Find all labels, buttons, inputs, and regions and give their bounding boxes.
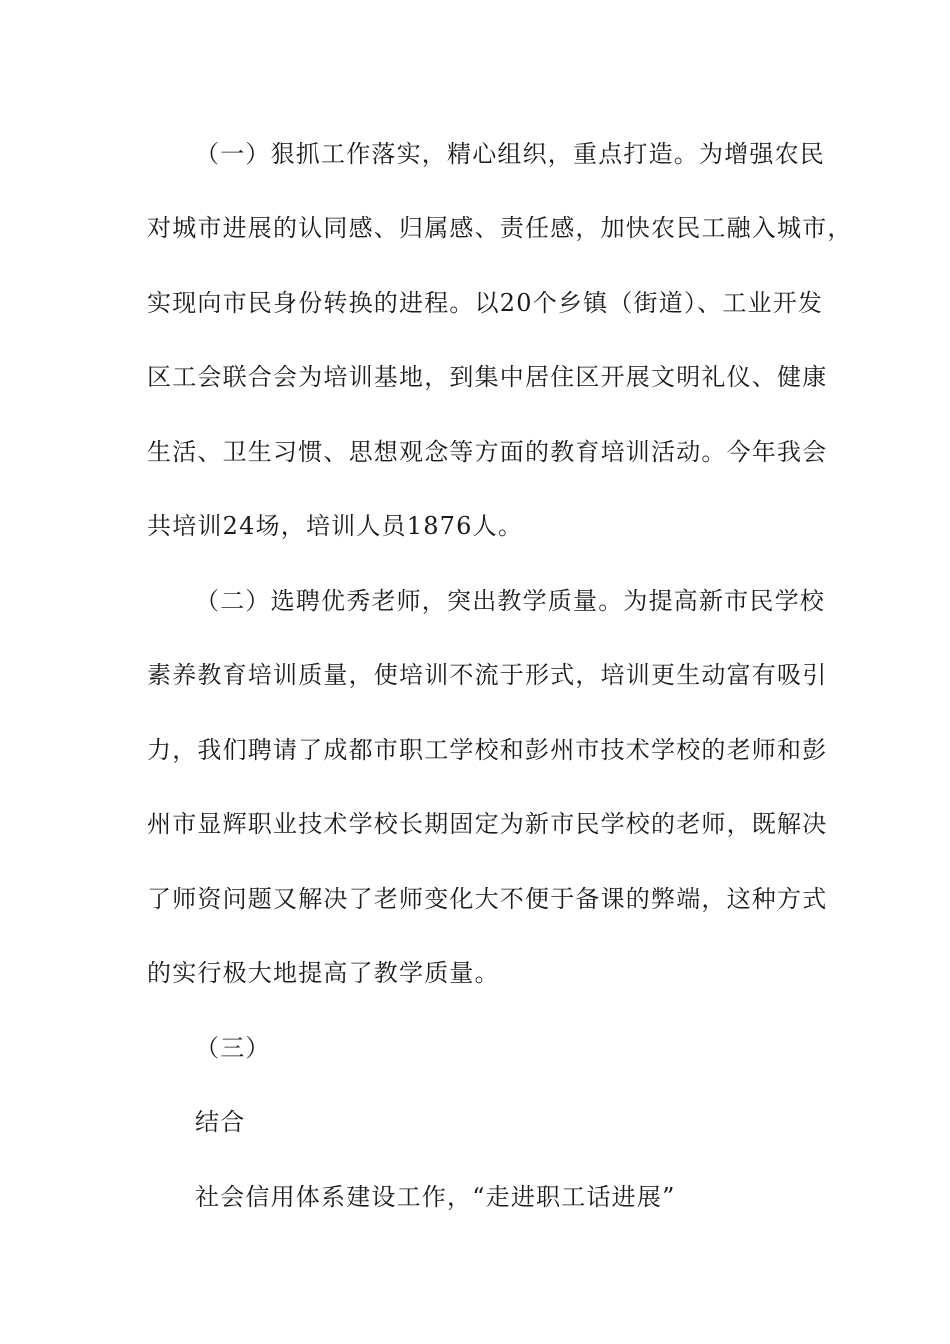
paragraph-4-line: 结合 xyxy=(195,1108,246,1136)
paragraph-2-line-6: 的实行极大地提高了教学质量。 xyxy=(147,959,500,987)
paragraph-2-line-2: 素养教育培训质量，使培训不流于形式，培训更生动富有吸引 xyxy=(147,661,828,689)
paragraph-2-line-4: 州市显辉职业技术学校长期固定为新市民学校的老师，既解决 xyxy=(147,810,828,838)
paragraph-2-line-1: （二）选聘优秀老师，突出教学质量。为提高新市民学校 xyxy=(195,587,825,615)
paragraph-1-line-5: 生活、卫生习惯、思想观念等方面的教育培训活动。今年我会 xyxy=(147,438,828,466)
paragraph-1-line-2: 对城市进展的认同感、归属感、责任感，加快农民工融入城市， xyxy=(147,214,853,242)
paragraph-3-heading: （三） xyxy=(195,1034,271,1062)
paragraph-1-line-6: 共培训24场，培训人员1876人。 xyxy=(147,512,524,540)
paragraph-1-line-3: 实现向市民身份转换的进程。以20个乡镇（街道）、工业开发 xyxy=(147,289,824,317)
paragraph-1-line-4: 区工会联合会为培训基地，到集中居住区开展文明礼仪、健康 xyxy=(147,363,828,391)
paragraph-2-line-5: 了师资问题又解决了老师变化大不便于备课的弊端，这种方式 xyxy=(147,885,828,913)
paragraph-2-line-3: 力，我们聘请了成都市职工学校和彭州市技术学校的老师和彭 xyxy=(147,736,828,764)
paragraph-5-line: 社会信用体系建设工作，“走进职工话进展” xyxy=(195,1183,676,1211)
paragraph-1-line-1: （一）狠抓工作落实，精心组织，重点打造。为增强农民 xyxy=(195,140,825,168)
